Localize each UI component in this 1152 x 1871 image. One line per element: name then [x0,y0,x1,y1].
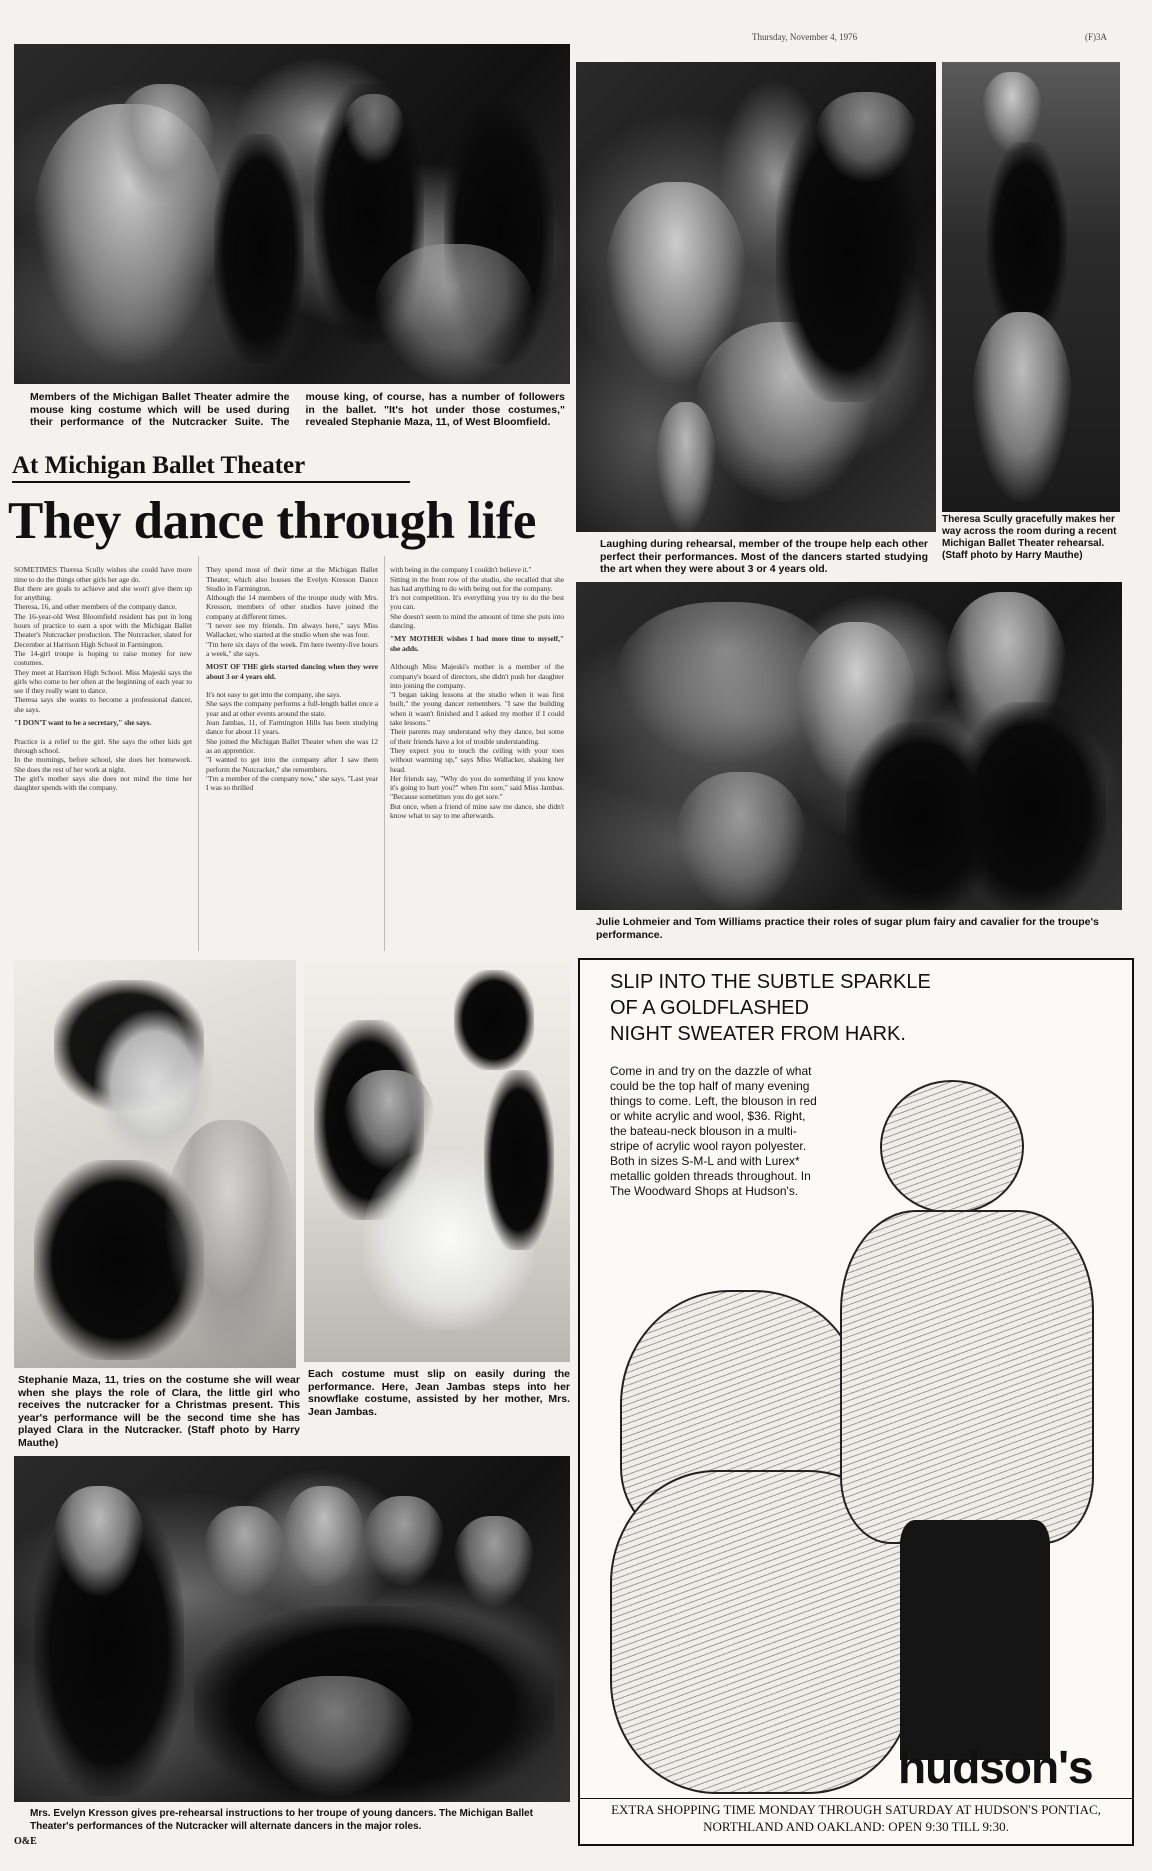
col1-tail: Practice is a relief to the girl. She says the other kids get through school. In the mornings, before school, she does her homework. She does the rest of her work at night. The girl's mother says she does not mind the time her daughter spends with the company. [14,736,192,793]
col2-text: They spend most of their time at the Michigan Ballet Theater, which also houses the Evelyn Kresson Dance Studio in Farmington. Although the 14 members of the troupe study with Mrs. Kresson, members of other studios have joined the company at different times. "I never see my friends. I'm always here," says Miss Wallacker, who started at the studio when she was four. "I'm here six days of the week. I'm here twenty-five hours a week," she says. [206,565,378,658]
mouse-king-caption: Members of the Michigan Ballet Theater admire the mouse king costume which will be used during their performance of the Nutcracker Suite. The mouse king, of course, has a number of followers in the ballet. "It's hot under those costumes," revealed Stephanie Maza, 11, of West Bloomfield. [30,391,565,428]
col2-subhead: MOST OF THE girls started dancing when they were about 3 or 4 years old. [206,662,378,681]
kicker-underline [12,481,410,483]
jean-jambas-photo [304,960,570,1362]
ad-illustration-right-model [880,1080,1024,1214]
ad-headline-line-3: NIGHT SWEATER FROM HARK. [610,1023,906,1045]
julie-tom-photo [576,582,1122,910]
col1-text: SOMETIMES Theresa Scully wishes she could have more time to do the things other girls her age do. But there are goals to achieve and she won't give them up for anything. Theresa, 16, and other members of the company dance. The 16-year-old West Bloomfield resident has put in long hours of practice to earn a spot with the Michigan Ballet Theater's Nutcracker production. The Nutcracker, slated for December at Harrison High School in Farmington. The 14-girl troupe is hoping to raise money for new costumes. They meet at Harrison High School. Miss Majeski says the girls who come to her often at the beginning of each year to see if they really want to dance. Theresa says she wants to become a professional dancer, she says. [14,565,192,714]
hudsons-advertisement [578,958,1134,1846]
ad-body-copy: Come in and try on the dazzle of what could be the top half of many evening things to come. Left, the blouson in red or white acrylic and wool, $36. Right, the bateau-neck blouson in a multi-stripe of acrylic wool rayon polyester. Both in sizes S-M-L and with Lurex* metallic golden threads throughout. In The Woodward Shops at Hudson's. [610,1064,817,1198]
mouse-king-photo [14,44,570,384]
ad-footer-line-2: NORTHLAND AND OAKLAND: OPEN 9:30 TILL 9:30. [703,1819,1009,1834]
col2-tail: It's not easy to get into the company, she says. She says the company performs a full-length ballet once a year and at other events around the state. Jean Jambas, 11, of Farmington Hills has been studying dance for about 11 years. She joined the Michigan Ballet Theater when she was 12 as an apprentice. "I wanted to get into the company after I saw them perform the Nutcracker," she remembers. "I'm a member of the company now," she says. "Last year I was so thrilled [206,690,378,793]
ad-headline-line-2: OF A GOLDFLASHED [610,997,809,1019]
article-column-2 [206,556,378,956]
column-rule-2 [384,556,385,951]
theresa-scully-photo [942,62,1120,512]
page-date: Thursday, November 4, 1976 [752,32,858,42]
col1-subhead: "I DON'T want to be a secretary," she says. [14,718,152,728]
section-code: (F)3A [1085,32,1107,42]
jean-jambas-caption: Each costume must slip on easily during the performance. Here, Jean Jambas steps into her snowflake costume, assisted by her mother, Mrs. Jean Jambas. [308,1368,570,1418]
stephanie-maza-caption: Stephanie Maza, 11, tries on the costume she will wear when she plays the role of Clara, the little girl who receives the nutcracker for a Christmas present. This year's performance will be the second time she has played Clara in the Nutcracker. (Staff photo by Harry Mauthe) [18,1374,300,1449]
article-column-1 [14,556,192,956]
article-kicker: At Michigan Ballet Theater [12,452,306,479]
col3-text: with being in the company I couldn't believe it." Sitting in the front row of the studio, she recalled that she has had anything to do with being out for the company. It's not competition. It's everything you try to do the best you can. She doesn't seem to mind the amount of time she puts into dancing. [390,565,564,631]
column-rule-1 [198,556,199,951]
theresa-scully-caption: Theresa Scully gracefully makes her way across the room during a recent Michigan Ballet Theater rehearsal. (Staff photo by Harry Mauthe) [942,514,1117,561]
article-headline: They dance through life [8,492,536,550]
ad-headline-line-1: SLIP INTO THE SUBTLE SPARKLE [610,971,931,993]
rehearsal-laughing-photo [576,62,936,532]
rehearsal-laughing-caption: Laughing during rehearsal, member of the troupe help each other perfect their performances. Most of the dancers started studying the art when they were about 3 or 4 years old. [600,538,928,575]
ad-illustration-skirt [900,1520,1050,1760]
evelyn-kresson-photo [14,1456,570,1802]
ad-footer-rule [580,1798,1132,1799]
edition-mark: O&E [14,1836,37,1847]
julie-tom-caption: Julie Lohmeier and Tom Williams practice their roles of sugar plum fairy and cavalier for the troupe's performance. [596,916,1099,941]
hudsons-logo: hudson's [898,1741,1093,1793]
evelyn-kresson-caption: Mrs. Evelyn Kresson gives pre-rehearsal instructions to her troupe of young dancers. The Michigan Ballet Theater's performances of the Nutcracker will alternate dancers in the major roles. [30,1808,533,1832]
article-column-3 [390,556,564,956]
stephanie-maza-photo [14,960,296,1368]
ad-illustration-right-blouse [840,1210,1094,1544]
ad-footer-line-1: EXTRA SHOPPING TIME MONDAY THROUGH SATURDAY AT HUDSON'S PONTIAC, [611,1802,1101,1817]
col3-subhead: "MY MOTHER wishes I had more time to myself," she adds. [390,634,564,653]
col3-tail: Although Miss Majeski's mother is a member of the company's board of directors, she didn't push her daughter into joining the company. "I began taking lessons at the studio when it was first built," the young dancer remembers. "I saw the building when it wasn't finished and I asked my mother if I could take lessons." Their parents may understand why they dance, but some of their friends have a lot of trouble understanding. They expect you to touch the ceiling with your toes without warming up," says Miss Wallacker, shaking her head. Her friends say, "Why do you do something if you know it's going to hurt you?" when I'm sore," said Miss Jambas. "Because sometimes you do get sore." But once, when a friend of mine saw me dance, she didn't know what to say to me afterwards. [390,662,564,821]
